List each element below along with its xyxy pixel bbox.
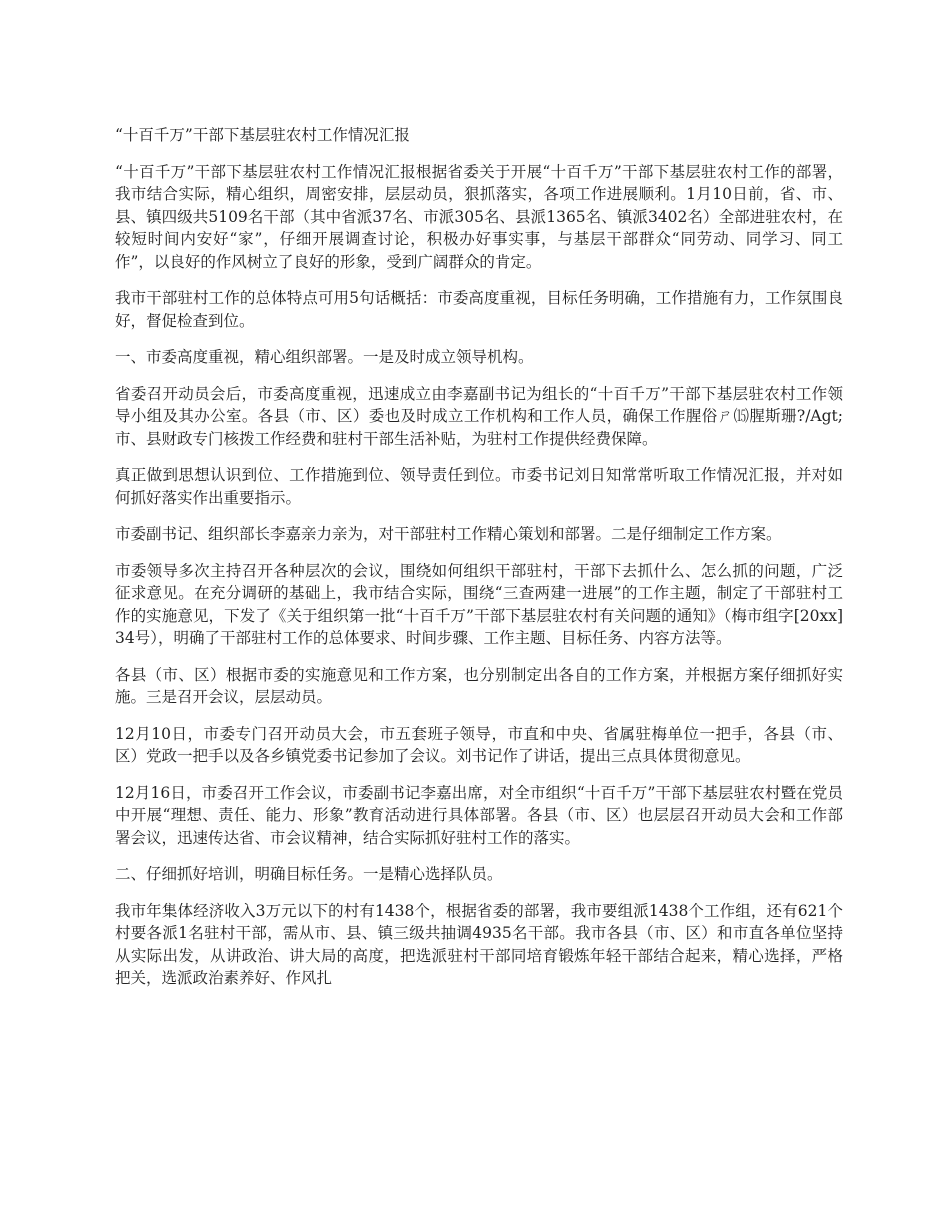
document-title: “十百千万”干部下基层驻农村工作情况汇报 — [115, 126, 410, 144]
section-heading-1: 一、市委高度重视，精心组织部署。一是及时成立领导机构。 — [115, 348, 534, 366]
paragraph-6: 市委领导多次主持召开各种层次的会议，围绕如何组织干部驻村，干部下去抓什么、怎么抓的问题，广泛征求意见。在充分调研的基础上，我市结合实际，围绕“三查两建一进展”的工作主题，制定了干部驻村工作的实施意见，下发了《关于组织第一批“十百千万”干部下基层驻农村有关问题的通知》（梅市组字[20xx]34号），明确了干部驻村工作的总体要求、时间步骤、工作主题、目标任务、内容方法等。 — [115, 561, 843, 647]
paragraph-1: “十百千万”干部下基层驻农村工作情况汇报根据省委关于开展“十百千万”干部下基层驻农村工作的部署，我市结合实际，精心组织，周密安排，层层动员，狠抓落实，各项工作进展顺利。1月10日前，省、市、县、镇四级共5109名干部（其中省派37名、市派305名、县派1365名、镇派3402名）全部进驻农村，在较短时间内安好“家”，仔细开展调查讨论，积极办好事实事，与基层干部群众“同劳动、同学习、同工作”，以良好的作风树立了良好的形象，受到广阔群众的肯定。 — [115, 162, 843, 271]
paragraph-3: 省委召开动员会后，市委高度重视，迅速成立由李嘉副书记为组长的“十百千万”干部下基层驻农村工作领导小组及其办公室。各县（市、区）委也及时成立工作机构和工作人员，确保工作腥俗ㄕ⒂腥斯珊?/Agt;市、县财政专门核拨工作经费和驻村干部生活补贴，为驻村工作提供经费保障。 — [115, 384, 843, 448]
paragraph-9: 12月16日，市委召开工作会议，市委副书记李嘉出席，对全市组织“十百千万”干部下基层驻农村暨在党员中开展“理想、责任、能力、形象”教育活动进行具体部署。各县（市、区）也层层召开动员大会和工作部署会议，迅速传达省、市会议精神，结合实际抓好驻村工作的落实。 — [115, 783, 843, 847]
paragraph-5: 市委副书记、组织部长李嘉亲力亲为，对干部驻村工作精心策划和部署。二是仔细制定工作方案。 — [115, 525, 782, 543]
paragraph-7: 各县（市、区）根据市委的实施意见和工作方案，也分别制定出各自的工作方案，并根据方案仔细抓好实施。三是召开会议，层层动员。 — [115, 665, 843, 706]
section-heading-2: 二、仔细抓好培训，明确目标任务。一是精心选择队员。 — [115, 865, 503, 883]
paragraph-4: 真正做到思想认识到位、工作措施到位、领导责任到位。市委书记刘日知常常听取工作情况汇报，并对如何抓好落实作出重要指示。 — [115, 466, 843, 507]
paragraph-2: 我市干部驻村工作的总体特点可用5句话概括：市委高度重视，目标任务明确，工作措施有力，工作氛围良好，督促检查到位。 — [115, 289, 843, 330]
document-body — [115, 124, 843, 1004]
paragraph-8: 12月10日，市委专门召开动员大会，市五套班子领导，市直和中央、省属驻梅单位一把手，各县（市、区）党政一把手以及各乡镇党委书记参加了会议。刘书记作了讲话，提出三点具体贯彻意见。 — [115, 724, 843, 765]
paragraph-10: 我市年集体经济收入3万元以下的村有1438个，根据省委的部署，我市要组派1438个工作组，还有621个村要各派1名驻村干部，需从市、县、镇三级共抽调4935名干部。我市各县（市、区）和市直各单位坚持从实际出发，从讲政治、讲大局的高度，把选派驻村干部同培育锻炼年轻干部结合起来，精心选择，严格把关，选派政治素养好、作风扎 — [115, 901, 843, 987]
